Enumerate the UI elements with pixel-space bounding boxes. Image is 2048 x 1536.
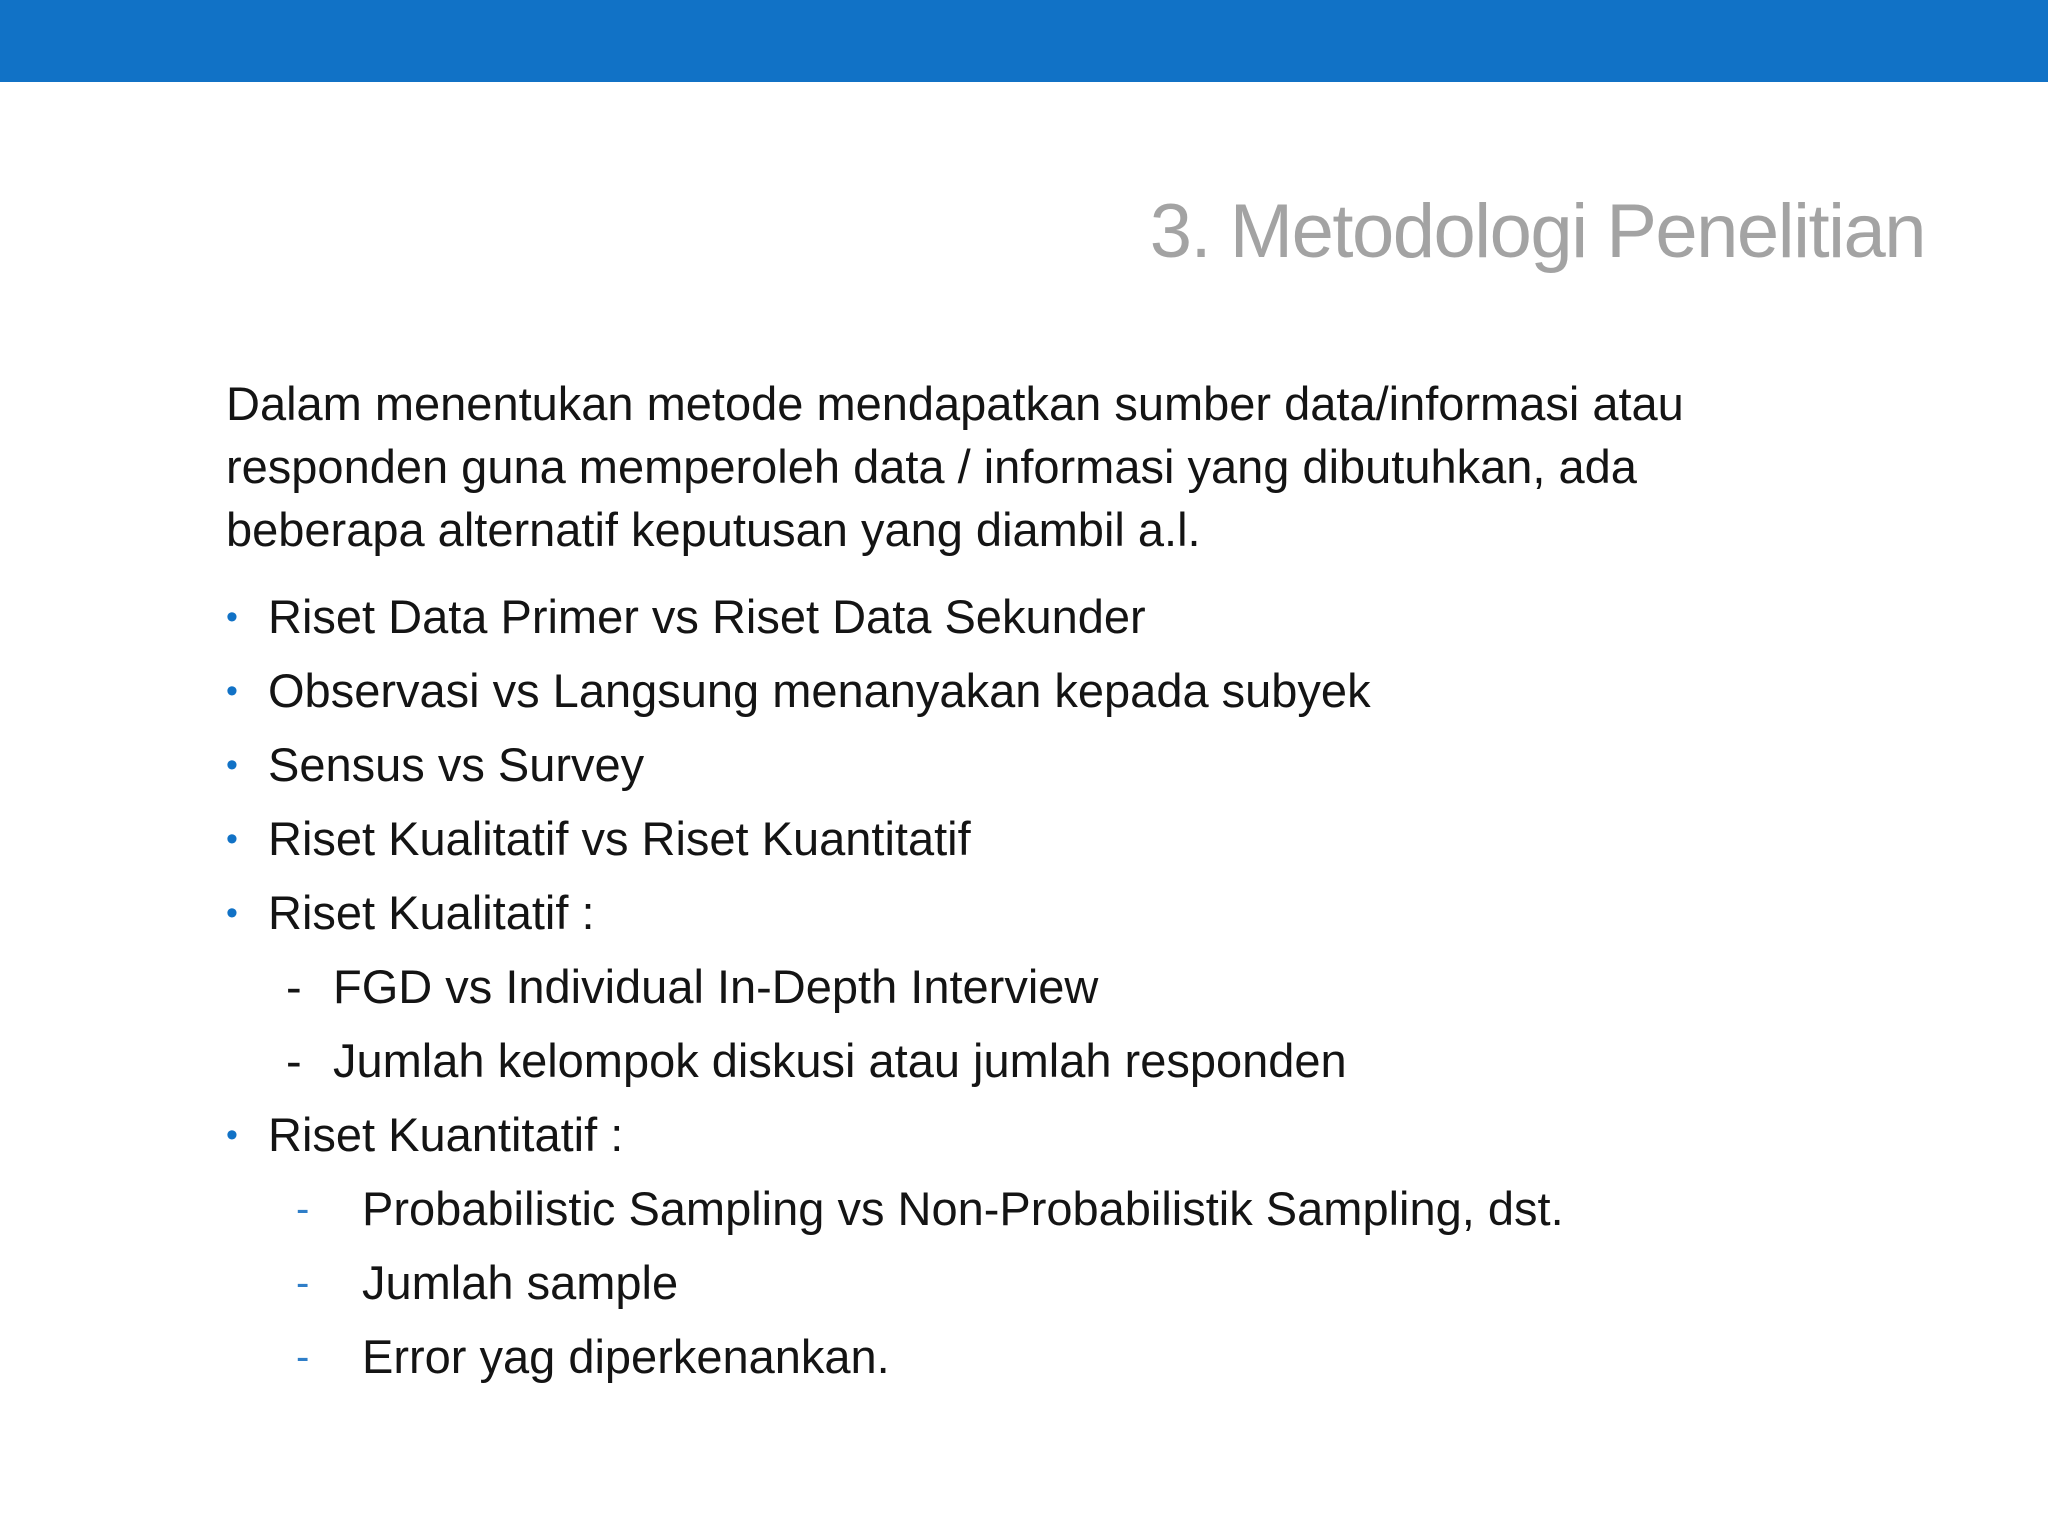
intro-line: beberapa alternatif keputusan yang diambil a.l. [226,503,1201,556]
sub-list-item-text: Jumlah kelompok diskusi atau jumlah responden [333,1034,1347,1087]
list-item-text: Riset Kualitatif vs Riset Kuantitatif [268,812,971,865]
dash-marker: - [296,1261,310,1305]
dash-marker: - [296,1335,310,1379]
top-accent-bar [0,0,2048,82]
intro-line: responden guna memperoleh data / informasi yang dibutuhkan, ada [226,440,1637,493]
list-item-text: Sensus vs Survey [268,738,645,791]
sub-list-item-text: Error yag diperkenankan. [362,1330,890,1383]
slide-title: 3. Metodologi Penelitian [1149,189,1925,274]
list-item [226,802,1926,876]
dash-marker: - [286,1034,302,1087]
bullet-icon: • [226,1116,238,1154]
list-item-text: Observasi vs Langsung menanyakan kepada subyek [268,664,1371,717]
list-item [226,580,1926,654]
intro-paragraph [226,372,1866,561]
dash-marker: - [286,960,302,1013]
dash-marker: - [296,1187,310,1231]
bullet-icon: • [226,820,238,858]
list-item-text: Riset Kualitatif : [268,886,595,939]
list-item [226,728,1926,802]
sub-list-item [226,1024,1926,1098]
sub-list-item-text: Jumlah sample [362,1256,679,1309]
sub-list-item-text: FGD vs Individual In-Depth Interview [333,960,1099,1013]
list-item-text: Riset Data Primer vs Riset Data Sekunder [268,590,1146,643]
sub-list-item [226,1320,1926,1394]
bullet-icon: • [226,746,238,784]
bullet-icon: • [226,672,238,710]
sub-list-item [226,1246,1926,1320]
bullet-icon: • [226,598,238,636]
list-item-text: Riset Kuantitatif : [268,1108,624,1161]
list-item [226,654,1926,728]
intro-line: Dalam menentukan metode mendapatkan sumber data/informasi atau [226,377,1684,430]
sub-list-item [226,1172,1926,1246]
sub-list-item [226,950,1926,1024]
bullet-icon: • [226,894,238,932]
sub-list-item-text: Probabilistic Sampling vs Non-Probabilistik Sampling, dst. [362,1182,1564,1235]
list-item [226,876,1926,950]
methodology-list [226,580,1926,1394]
list-item [226,1098,1926,1172]
